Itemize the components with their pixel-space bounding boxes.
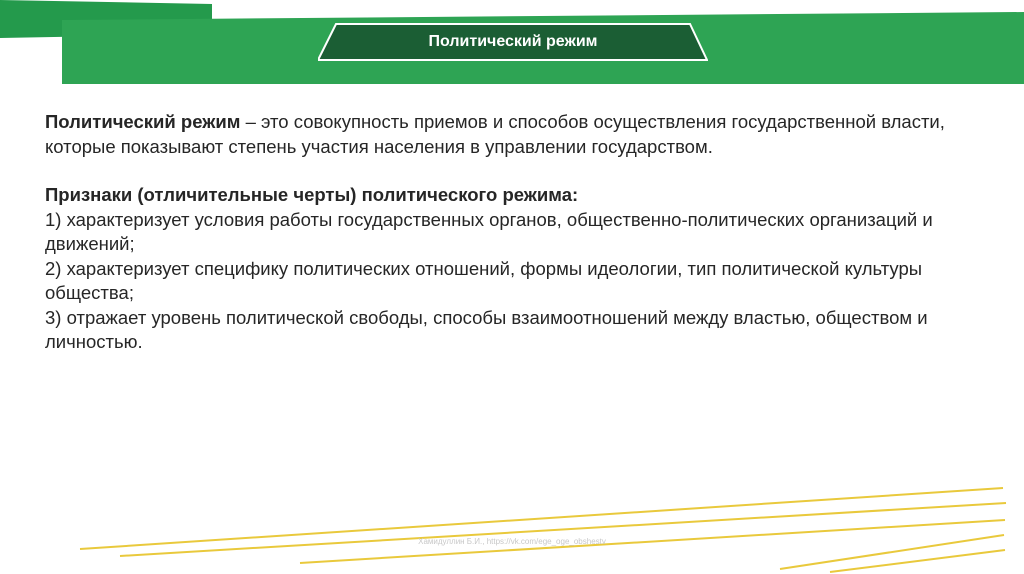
gold-lines <box>80 488 1006 572</box>
title-badge <box>318 23 708 61</box>
features-heading: Признаки (отличительные черты) политического режима: <box>45 184 579 205</box>
footer-credit: Хамидуллин Б.И., https://vk.com/ege_oge_obshestv <box>418 537 606 546</box>
definition-paragraph <box>45 110 985 159</box>
feature-item-2: 2) характеризует специфику политических отношений, формы идеологии, тип политической культуры общества; <box>45 257 923 303</box>
page-title: Политический режим <box>428 33 598 50</box>
definition-text: – это совокупность приемов и способов осуществления государственной власти, которые показывают степень участия населения в управлении государством. <box>45 111 945 157</box>
slide-content <box>45 110 985 355</box>
feature-item-3: 3) отражает уровень политической свободы, способы взаимоотношений между властью, обществом и личностью. <box>45 306 928 352</box>
definition-term: Политический режим <box>45 111 241 132</box>
feature-item-1: 1) характеризует условия работы государственных органов, общественно-политических организаций и движений; <box>45 208 933 254</box>
